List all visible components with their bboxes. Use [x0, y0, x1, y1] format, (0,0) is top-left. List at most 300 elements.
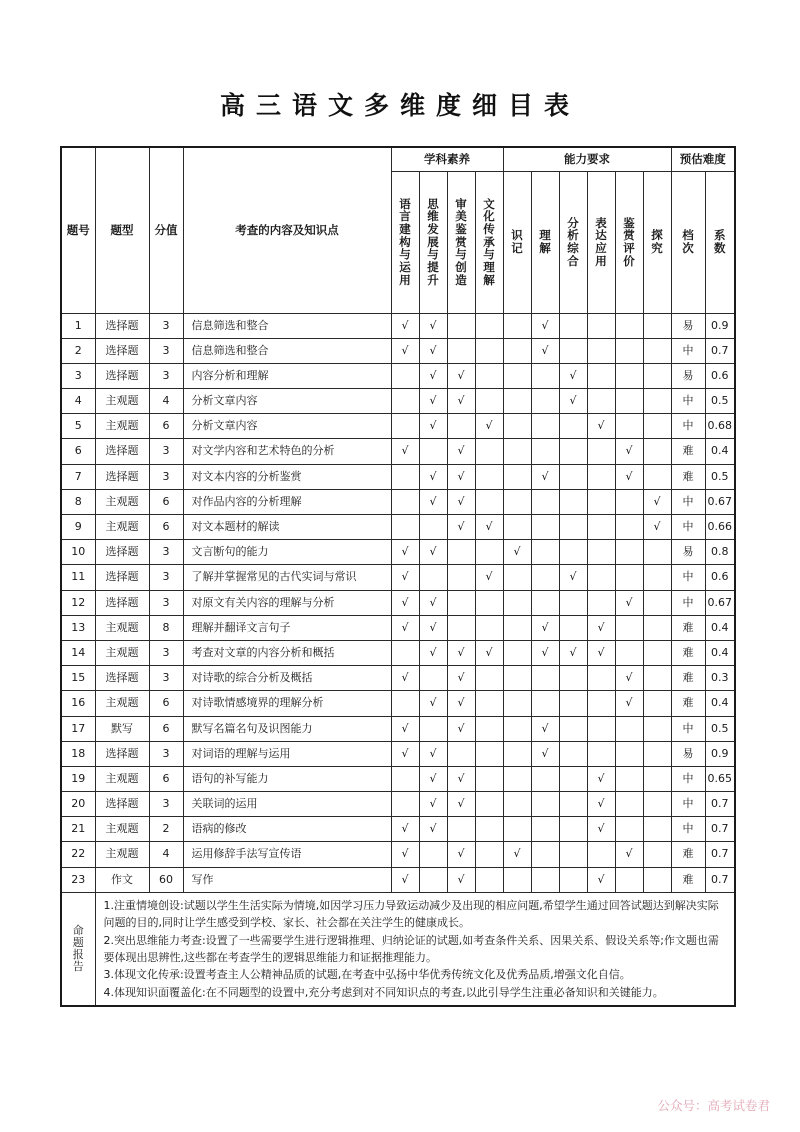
- check-cell: √: [391, 338, 419, 363]
- check-cell: √: [531, 464, 559, 489]
- check-cell: [419, 842, 447, 867]
- check-cell: [475, 389, 503, 414]
- difficulty-level: 难: [671, 842, 705, 867]
- check-cell: [615, 741, 643, 766]
- check-cell: [475, 666, 503, 691]
- check-cell: √: [447, 691, 475, 716]
- question-type: 选择题: [95, 741, 149, 766]
- question-score: 4: [149, 389, 183, 414]
- check-cell: [391, 792, 419, 817]
- knowledge-point: 对词语的理解与运用: [183, 741, 391, 766]
- question-type: 选择题: [95, 313, 149, 338]
- check-cell: [503, 640, 531, 665]
- check-cell: [559, 741, 587, 766]
- check-cell: √: [419, 338, 447, 363]
- check-cell: [559, 338, 587, 363]
- table-row: [61, 540, 735, 565]
- check-cell: √: [447, 640, 475, 665]
- header-ability-col: 理 解: [531, 171, 559, 313]
- check-cell: √: [475, 565, 503, 590]
- check-cell: [475, 716, 503, 741]
- check-cell: [643, 842, 671, 867]
- question-number: 15: [61, 666, 95, 691]
- question-score: 3: [149, 590, 183, 615]
- check-cell: [503, 741, 531, 766]
- check-cell: [503, 464, 531, 489]
- check-cell: [447, 565, 475, 590]
- check-cell: [531, 565, 559, 590]
- check-cell: [615, 540, 643, 565]
- check-cell: √: [391, 590, 419, 615]
- difficulty-level: 中: [671, 389, 705, 414]
- difficulty-coefficient: 0.66: [705, 515, 735, 540]
- check-cell: √: [447, 766, 475, 791]
- check-cell: √: [615, 691, 643, 716]
- header-difficulty-group: 预估难度: [671, 147, 735, 171]
- check-cell: [475, 489, 503, 514]
- check-cell: [447, 741, 475, 766]
- check-cell: √: [391, 540, 419, 565]
- check-cell: √: [447, 389, 475, 414]
- question-type: 选择题: [95, 338, 149, 363]
- check-cell: [475, 313, 503, 338]
- knowledge-point: 语病的修改: [183, 817, 391, 842]
- question-number: 17: [61, 716, 95, 741]
- check-cell: [475, 540, 503, 565]
- check-cell: [503, 867, 531, 892]
- table-row: [61, 313, 735, 338]
- check-cell: √: [475, 414, 503, 439]
- check-cell: √: [391, 716, 419, 741]
- table-row: [61, 741, 735, 766]
- difficulty-coefficient: 0.3: [705, 666, 735, 691]
- difficulty-level: 难: [671, 464, 705, 489]
- check-cell: [559, 439, 587, 464]
- check-cell: √: [447, 363, 475, 388]
- question-score: 4: [149, 842, 183, 867]
- check-cell: [587, 691, 615, 716]
- check-cell: √: [531, 338, 559, 363]
- difficulty-level: 中: [671, 414, 705, 439]
- check-cell: [475, 842, 503, 867]
- table-row: [61, 439, 735, 464]
- check-cell: [503, 792, 531, 817]
- knowledge-point: 语句的补写能力: [183, 766, 391, 791]
- check-cell: [419, 439, 447, 464]
- check-cell: [559, 489, 587, 514]
- check-cell: [615, 313, 643, 338]
- header-content: 考查的内容及知识点: [183, 147, 391, 313]
- knowledge-point: 对文学内容和艺术特色的分析: [183, 439, 391, 464]
- question-score: 6: [149, 489, 183, 514]
- check-cell: √: [447, 716, 475, 741]
- question-score: 3: [149, 792, 183, 817]
- check-cell: [643, 565, 671, 590]
- question-number: 19: [61, 766, 95, 791]
- check-cell: [615, 615, 643, 640]
- check-cell: [503, 691, 531, 716]
- check-cell: √: [447, 842, 475, 867]
- check-cell: [643, 691, 671, 716]
- question-type: 选择题: [95, 540, 149, 565]
- check-cell: [503, 565, 531, 590]
- check-cell: [503, 615, 531, 640]
- check-cell: √: [587, 766, 615, 791]
- difficulty-level: 中: [671, 515, 705, 540]
- question-number: 6: [61, 439, 95, 464]
- check-cell: √: [419, 615, 447, 640]
- check-cell: [531, 666, 559, 691]
- header-ability-col: 鉴 赏 评 价: [615, 171, 643, 313]
- check-cell: √: [531, 615, 559, 640]
- check-cell: √: [559, 363, 587, 388]
- question-number: 16: [61, 691, 95, 716]
- check-cell: [615, 867, 643, 892]
- check-cell: [475, 867, 503, 892]
- check-cell: [643, 766, 671, 791]
- difficulty-level: 难: [671, 615, 705, 640]
- check-cell: [559, 615, 587, 640]
- check-cell: [531, 842, 559, 867]
- difficulty-level: 中: [671, 792, 705, 817]
- check-cell: [643, 817, 671, 842]
- check-cell: √: [475, 515, 503, 540]
- check-cell: [419, 565, 447, 590]
- question-score: 3: [149, 439, 183, 464]
- check-cell: [587, 565, 615, 590]
- check-cell: [587, 741, 615, 766]
- question-score: 3: [149, 363, 183, 388]
- table-row: [61, 842, 735, 867]
- check-cell: [559, 792, 587, 817]
- check-cell: √: [503, 842, 531, 867]
- report-paragraph: 2.突出思维能力考查:设置了一些需要学生进行逻辑推理、归纳论证的试题,如考查条件关系、因果关系、假设关系等;作文题也需要体现出思辨性,这些都在考查学生的逻辑思维能力和证据推理能力。: [103, 933, 719, 965]
- difficulty-level: 中: [671, 565, 705, 590]
- check-cell: [559, 666, 587, 691]
- table-row: [61, 489, 735, 514]
- header-literacy-col: 语 言 建 构 与 运 用: [391, 171, 419, 313]
- check-cell: [643, 338, 671, 363]
- header-ability-col: 分 析 综 合: [559, 171, 587, 313]
- check-cell: [587, 540, 615, 565]
- check-cell: [475, 439, 503, 464]
- question-type: 主观题: [95, 489, 149, 514]
- knowledge-point: 对原文有关内容的理解与分析: [183, 590, 391, 615]
- check-cell: [391, 691, 419, 716]
- check-cell: [615, 766, 643, 791]
- check-cell: √: [531, 716, 559, 741]
- check-cell: √: [419, 640, 447, 665]
- header-no: 题号: [61, 147, 95, 313]
- question-type: 选择题: [95, 363, 149, 388]
- difficulty-coefficient: 0.5: [705, 716, 735, 741]
- header-literacy-col: 思 维 发 展 与 提 升: [419, 171, 447, 313]
- check-cell: [615, 489, 643, 514]
- check-cell: √: [391, 817, 419, 842]
- check-cell: [559, 464, 587, 489]
- check-cell: √: [419, 464, 447, 489]
- check-cell: [559, 766, 587, 791]
- check-cell: [391, 389, 419, 414]
- check-cell: √: [419, 540, 447, 565]
- check-cell: [419, 716, 447, 741]
- check-cell: √: [419, 590, 447, 615]
- question-number: 20: [61, 792, 95, 817]
- check-cell: [587, 489, 615, 514]
- check-cell: √: [419, 766, 447, 791]
- check-cell: [643, 414, 671, 439]
- check-cell: [391, 464, 419, 489]
- header-ability-group: 能力要求: [503, 147, 671, 171]
- check-cell: √: [447, 464, 475, 489]
- check-cell: [391, 515, 419, 540]
- difficulty-coefficient: 0.6: [705, 363, 735, 388]
- question-score: 6: [149, 766, 183, 791]
- check-cell: [615, 716, 643, 741]
- knowledge-point: 了解并掌握常见的古代实词与常识: [183, 565, 391, 590]
- question-type: 选择题: [95, 464, 149, 489]
- check-cell: √: [615, 439, 643, 464]
- check-cell: [475, 615, 503, 640]
- check-cell: √: [419, 691, 447, 716]
- check-cell: [559, 842, 587, 867]
- check-cell: [559, 716, 587, 741]
- check-cell: √: [447, 515, 475, 540]
- table-row: [61, 867, 735, 892]
- check-cell: [643, 716, 671, 741]
- difficulty-level: 中: [671, 766, 705, 791]
- check-cell: √: [419, 313, 447, 338]
- table-row: [61, 590, 735, 615]
- check-cell: [531, 590, 559, 615]
- question-number: 2: [61, 338, 95, 363]
- check-cell: √: [587, 867, 615, 892]
- question-number: 22: [61, 842, 95, 867]
- check-cell: √: [419, 414, 447, 439]
- question-type: 主观题: [95, 766, 149, 791]
- question-score: 3: [149, 313, 183, 338]
- report-content: [95, 892, 735, 1006]
- report-label: 命 题 报 告: [61, 892, 95, 1006]
- check-cell: [615, 363, 643, 388]
- difficulty-coefficient: 0.68: [705, 414, 735, 439]
- question-type: 选择题: [95, 565, 149, 590]
- table-row: [61, 389, 735, 414]
- question-score: 6: [149, 515, 183, 540]
- check-cell: [447, 540, 475, 565]
- check-cell: [587, 439, 615, 464]
- check-cell: √: [447, 489, 475, 514]
- table-row: [61, 414, 735, 439]
- knowledge-point: 理解并翻译文言句子: [183, 615, 391, 640]
- check-cell: √: [615, 842, 643, 867]
- check-cell: [643, 615, 671, 640]
- table-row: [61, 716, 735, 741]
- knowledge-point: 关联词的运用: [183, 792, 391, 817]
- check-cell: √: [419, 792, 447, 817]
- check-cell: [391, 414, 419, 439]
- check-cell: [475, 464, 503, 489]
- question-type: 选择题: [95, 439, 149, 464]
- check-cell: [419, 515, 447, 540]
- knowledge-point: 信息筛选和整合: [183, 338, 391, 363]
- check-cell: √: [587, 615, 615, 640]
- check-cell: [615, 565, 643, 590]
- check-cell: √: [391, 439, 419, 464]
- check-cell: [475, 691, 503, 716]
- difficulty-level: 中: [671, 590, 705, 615]
- knowledge-point: 运用修辞手法写宣传语: [183, 842, 391, 867]
- question-score: 8: [149, 615, 183, 640]
- check-cell: √: [391, 867, 419, 892]
- check-cell: [531, 691, 559, 716]
- table-row: [61, 691, 735, 716]
- check-cell: √: [531, 313, 559, 338]
- check-cell: [475, 363, 503, 388]
- check-cell: √: [643, 515, 671, 540]
- table-row: [61, 515, 735, 540]
- check-cell: [643, 590, 671, 615]
- check-cell: √: [615, 590, 643, 615]
- check-cell: √: [419, 741, 447, 766]
- question-number: 4: [61, 389, 95, 414]
- check-cell: [559, 817, 587, 842]
- question-number: 5: [61, 414, 95, 439]
- check-cell: √: [531, 741, 559, 766]
- check-cell: √: [447, 792, 475, 817]
- check-cell: √: [615, 666, 643, 691]
- question-score: 6: [149, 691, 183, 716]
- table-row: [61, 615, 735, 640]
- question-number: 18: [61, 741, 95, 766]
- check-cell: √: [447, 867, 475, 892]
- table-row: [61, 363, 735, 388]
- check-cell: √: [559, 389, 587, 414]
- check-cell: √: [391, 565, 419, 590]
- difficulty-level: 难: [671, 867, 705, 892]
- difficulty-coefficient: 0.5: [705, 464, 735, 489]
- question-score: 3: [149, 338, 183, 363]
- check-cell: [587, 842, 615, 867]
- check-cell: [475, 338, 503, 363]
- question-number: 13: [61, 615, 95, 640]
- report-paragraph: 3.体现文化传承:设置考查主人公精神品质的试题,在考查中弘扬中华优秀传统文化及优秀品质,增强文化自信。: [103, 968, 631, 982]
- check-cell: √: [643, 489, 671, 514]
- knowledge-point: 对作品内容的分析理解: [183, 489, 391, 514]
- check-cell: [447, 615, 475, 640]
- difficulty-level: 难: [671, 691, 705, 716]
- question-type: 主观题: [95, 842, 149, 867]
- check-cell: √: [391, 741, 419, 766]
- question-score: 2: [149, 817, 183, 842]
- check-cell: [587, 313, 615, 338]
- question-number: 7: [61, 464, 95, 489]
- header-literacy-col: 文 化 传 承 与 理 解: [475, 171, 503, 313]
- check-cell: [587, 666, 615, 691]
- check-cell: [643, 792, 671, 817]
- check-cell: [559, 414, 587, 439]
- check-cell: [503, 515, 531, 540]
- check-cell: [643, 464, 671, 489]
- check-cell: [587, 363, 615, 388]
- check-cell: √: [587, 640, 615, 665]
- check-cell: √: [475, 640, 503, 665]
- question-number: 3: [61, 363, 95, 388]
- difficulty-level: 易: [671, 741, 705, 766]
- check-cell: [503, 363, 531, 388]
- check-cell: [531, 792, 559, 817]
- question-number: 10: [61, 540, 95, 565]
- question-type: 主观题: [95, 515, 149, 540]
- check-cell: [531, 766, 559, 791]
- header-ability-col: 探 究: [643, 171, 671, 313]
- check-cell: √: [615, 464, 643, 489]
- check-cell: [615, 515, 643, 540]
- check-cell: [587, 515, 615, 540]
- difficulty-level: 易: [671, 313, 705, 338]
- question-number: 9: [61, 515, 95, 540]
- check-cell: [475, 590, 503, 615]
- question-score: 3: [149, 666, 183, 691]
- check-cell: [643, 741, 671, 766]
- check-cell: [447, 338, 475, 363]
- check-cell: √: [391, 615, 419, 640]
- knowledge-point: 默写名篇名句及识图能力: [183, 716, 391, 741]
- check-cell: [643, 389, 671, 414]
- difficulty-coefficient: 0.67: [705, 590, 735, 615]
- check-cell: [391, 640, 419, 665]
- check-cell: √: [559, 640, 587, 665]
- difficulty-coefficient: 0.7: [705, 338, 735, 363]
- header-score: 分值: [149, 147, 183, 313]
- check-cell: [503, 439, 531, 464]
- header-ability-col: 识 记: [503, 171, 531, 313]
- check-cell: [643, 439, 671, 464]
- knowledge-point: 对文本题材的解读: [183, 515, 391, 540]
- check-cell: √: [419, 389, 447, 414]
- difficulty-coefficient: 0.4: [705, 640, 735, 665]
- table-row: [61, 464, 735, 489]
- check-cell: [391, 489, 419, 514]
- knowledge-point: 信息筛选和整合: [183, 313, 391, 338]
- question-type: 选择题: [95, 590, 149, 615]
- question-number: 12: [61, 590, 95, 615]
- check-cell: √: [503, 540, 531, 565]
- check-cell: [503, 666, 531, 691]
- question-type: 主观题: [95, 615, 149, 640]
- question-number: 21: [61, 817, 95, 842]
- question-type: 作文: [95, 867, 149, 892]
- check-cell: [503, 313, 531, 338]
- difficulty-coefficient: 0.9: [705, 313, 735, 338]
- check-cell: √: [419, 489, 447, 514]
- knowledge-point: 内容分析和理解: [183, 363, 391, 388]
- check-cell: [587, 590, 615, 615]
- question-type: 选择题: [95, 792, 149, 817]
- check-cell: [447, 313, 475, 338]
- header-difficulty-col: 系 数: [705, 171, 735, 313]
- question-number: 11: [61, 565, 95, 590]
- check-cell: [475, 741, 503, 766]
- header-literacy-group: 学科素养: [391, 147, 503, 171]
- check-cell: [615, 414, 643, 439]
- check-cell: [503, 716, 531, 741]
- difficulty-level: 易: [671, 363, 705, 388]
- check-cell: [643, 666, 671, 691]
- knowledge-point: 分析文章内容: [183, 389, 391, 414]
- check-cell: √: [391, 842, 419, 867]
- watermark: 公众号：高考试卷君: [657, 1098, 770, 1113]
